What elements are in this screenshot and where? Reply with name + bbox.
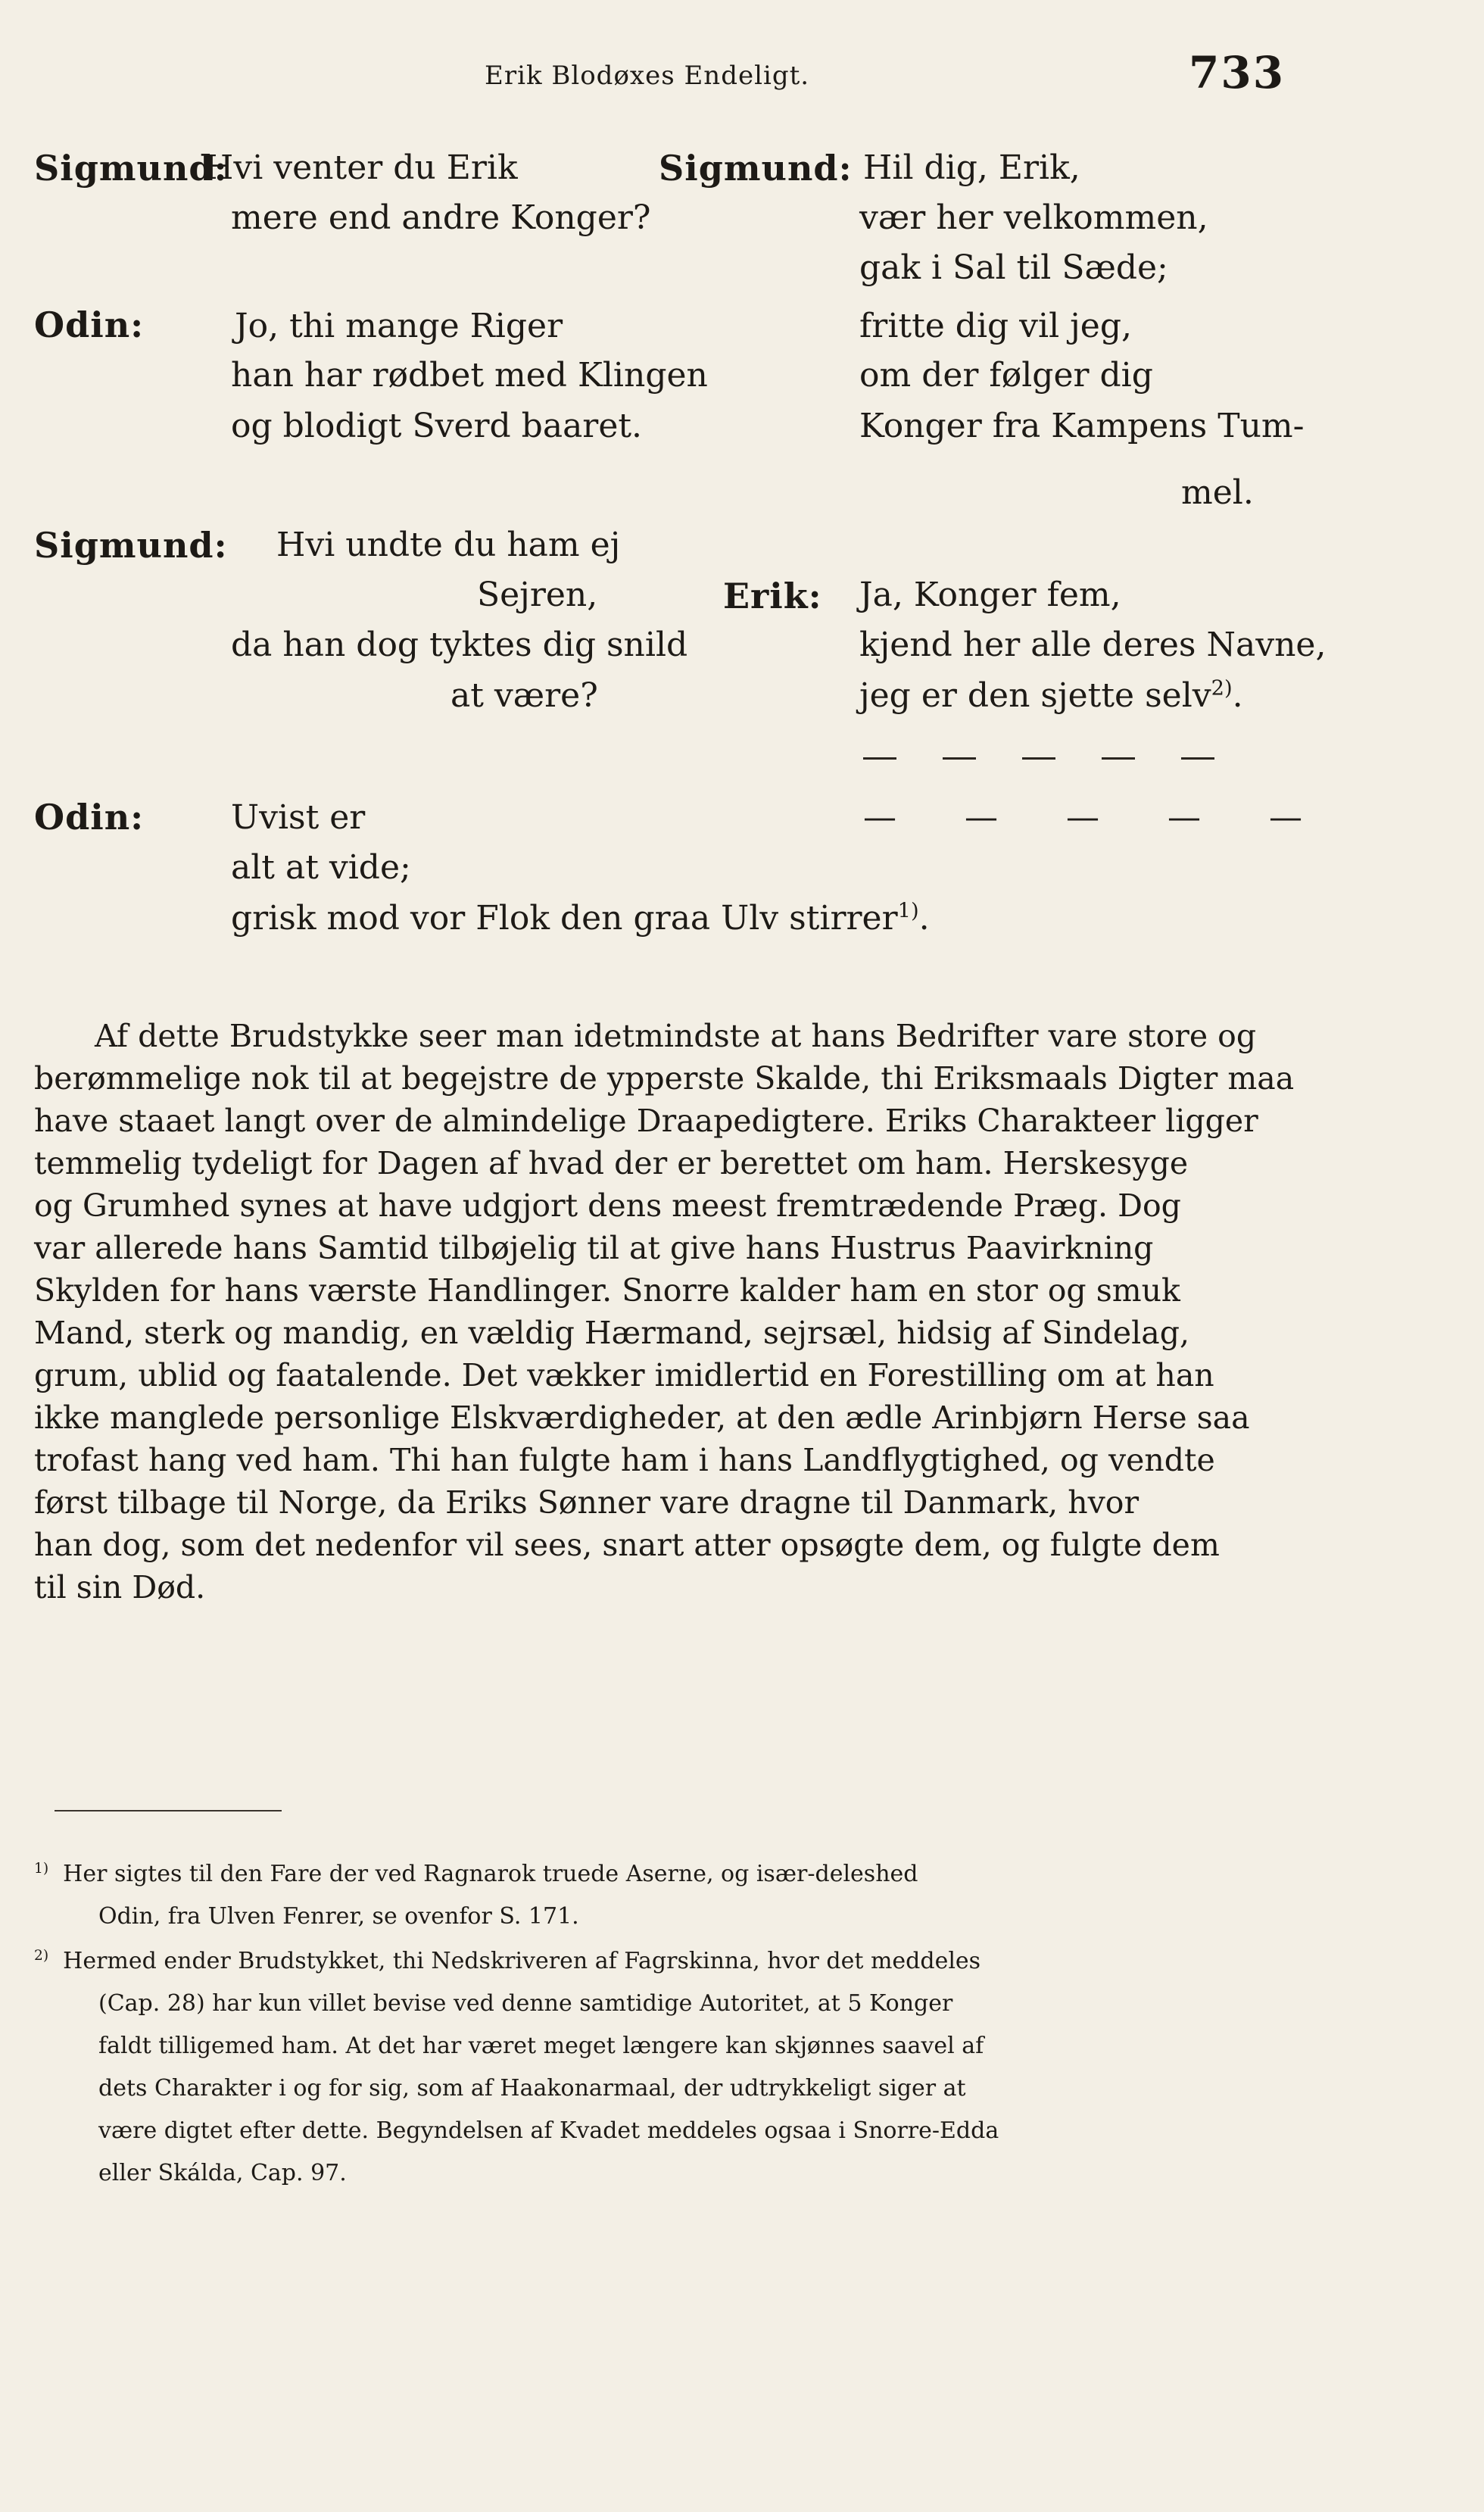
paragraph-line: trofast hang ved ham. Thi han fulgte ham i hans Landflygtighed, og vendte	[34, 1442, 1215, 1478]
verse-line: Hil dig, Erik,	[863, 148, 1080, 187]
footnote-line: (Cap. 28) har kun villet bevise ved denne samtidige Autoritet, at 5 Konger	[98, 1990, 953, 2017]
footnote-line: være digtet efter dette. Begyndelsen af Kvadet meddeles ogsaa i Snorre-Edda	[98, 2117, 999, 2144]
footnote-mark: 1)	[34, 1861, 49, 1877]
paragraph-line: have staaet langt over de almindelige Draapedigtere. Eriks Charakteer ligger	[34, 1103, 1258, 1139]
paragraph-line: Skylden for hans værste Handlinger. Snorre kalder ham en stor og smuk	[34, 1272, 1180, 1309]
verse-line: grisk mod vor Flok den graa Ulv stirrer$^{1)}$.	[231, 899, 930, 938]
verse-line: at være?	[450, 676, 598, 715]
verse-line: kjend her alle deres Navne,	[859, 626, 1327, 664]
verse-line: gak i Sal til Sæde;	[859, 248, 1168, 287]
speaker-sigmund-2: Sigmund:	[34, 525, 228, 566]
footnote-ref-1: 1)	[897, 899, 919, 923]
ellipsis-dash	[1022, 757, 1055, 760]
running-title: Erik Blodøxes Endeligt.	[485, 61, 810, 91]
verse-line: Sejren,	[477, 576, 598, 614]
verse-line: Hvi undte du ham ej	[276, 526, 621, 564]
speaker-erik: Erik:	[723, 576, 822, 616]
verse-line: Uvist er	[231, 798, 366, 837]
paragraph-line: han dog, som det nedenfor vil sees, snart atter opsøgte dem, og fulgte dem	[34, 1527, 1220, 1563]
ellipsis-dash	[1102, 757, 1135, 760]
paragraph-line: var allerede hans Samtid tilbøjelig til at give hans Hustrus Paavirkning	[34, 1230, 1154, 1266]
paragraph-line: til sin Død.	[34, 1569, 206, 1605]
verse-line: Konger fra Kampens Tum-	[859, 407, 1305, 445]
paragraph-line: Mand, sterk og mandig, en vældig Hærmand, sejrsæl, hidsig af Sindelag,	[34, 1315, 1190, 1351]
verse-line: alt at vide;	[231, 848, 411, 887]
verse-line: mel.	[1181, 473, 1254, 512]
footnote-2	[34, 1935, 1283, 2195]
footnote-line: Odin, fra Ulven Fenrer, se ovenfor S. 171.	[98, 1903, 579, 1930]
ellipsis-dash	[863, 757, 896, 760]
speaker-sigmund-1: Sigmund:	[34, 148, 228, 189]
verse-line: mere end andre Konger?	[231, 198, 651, 237]
verse-line: om der følger dig	[859, 356, 1153, 395]
speaker-sigmund-3: Sigmund:	[659, 148, 853, 189]
verse-line: Hvi venter du Erik	[204, 148, 518, 187]
footnote-1	[34, 1848, 1283, 1938]
verse-line: fritte dig vil jeg,	[859, 307, 1132, 345]
speaker-odin-1: Odin:	[34, 304, 145, 345]
footnote-rule	[55, 1810, 282, 1811]
verse-line: Ja, Konger fem,	[859, 576, 1121, 614]
footnote-line: $^{2)}$ Hermed ender Brudstykket, thi Nedskriveren af Fagrskinna, hvor det meddeles	[34, 1948, 981, 1974]
paragraph-line: berømmelige nok til at begejstre de ypperste Skalde, thi Eriksmaals Digter maa	[34, 1060, 1295, 1097]
body-paragraph	[34, 1015, 1295, 1609]
footnote-line: dets Charakter i og for sig, som af Haakonarmaal, der udtrykkeligt siger at	[98, 2075, 966, 2102]
paragraph-line: først tilbage til Norge, da Eriks Sønner vare dragne til Danmark, hvor	[34, 1484, 1140, 1521]
verse-line: og blodigt Sverd baaret.	[231, 407, 643, 445]
paragraph-line: Af dette Brudstykke seer man idetmindste at hans Bedrifter vare store og	[95, 1018, 1257, 1054]
paragraph-line: grum, ublid og faatalende. Det vækker imidlertid en Forestilling om at han	[34, 1357, 1214, 1393]
ellipsis-dash	[1181, 757, 1214, 760]
ellipsis-dash-row: — — — — —	[863, 798, 1331, 837]
footnote-line: eller Skálda, Cap. 97.	[98, 2160, 347, 2186]
paragraph-line: temmelig tydeligt for Dagen af hvad der er berettet om ham. Herskesyge	[34, 1145, 1189, 1181]
verse-line: han har rødbet med Klingen	[231, 356, 708, 395]
page-number: 733	[1189, 47, 1286, 98]
verse-line: vær her velkommen,	[859, 198, 1208, 237]
verse-line: da han dog tyktes dig snild	[231, 626, 688, 664]
footnote-ref-2: 2)	[1211, 676, 1233, 701]
footnote-line: $^{1)}$ Her sigtes til den Fare der ved Ragnarok truede Aserne, og især-deleshed	[34, 1861, 918, 1887]
paragraph-line: og Grumhed synes at have udgjort dens meest fremtrædende Præg. Dog	[34, 1187, 1181, 1224]
verse-line: Jo, thi mange Riger	[235, 307, 563, 345]
speaker-odin-2: Odin:	[34, 797, 145, 838]
footnote-line: faldt tilligemed ham. At det har været meget længere kan skjønnes saavel af	[98, 2033, 984, 2059]
footnote-mark: 2)	[34, 1948, 49, 1964]
ellipsis-dash	[943, 757, 976, 760]
verse-line: jeg er den sjette selv$^{2)}$.	[859, 676, 1243, 715]
paragraph-line: ikke manglede personlige Elskværdigheder, at den ædle Arinbjørn Herse saa	[34, 1400, 1250, 1436]
